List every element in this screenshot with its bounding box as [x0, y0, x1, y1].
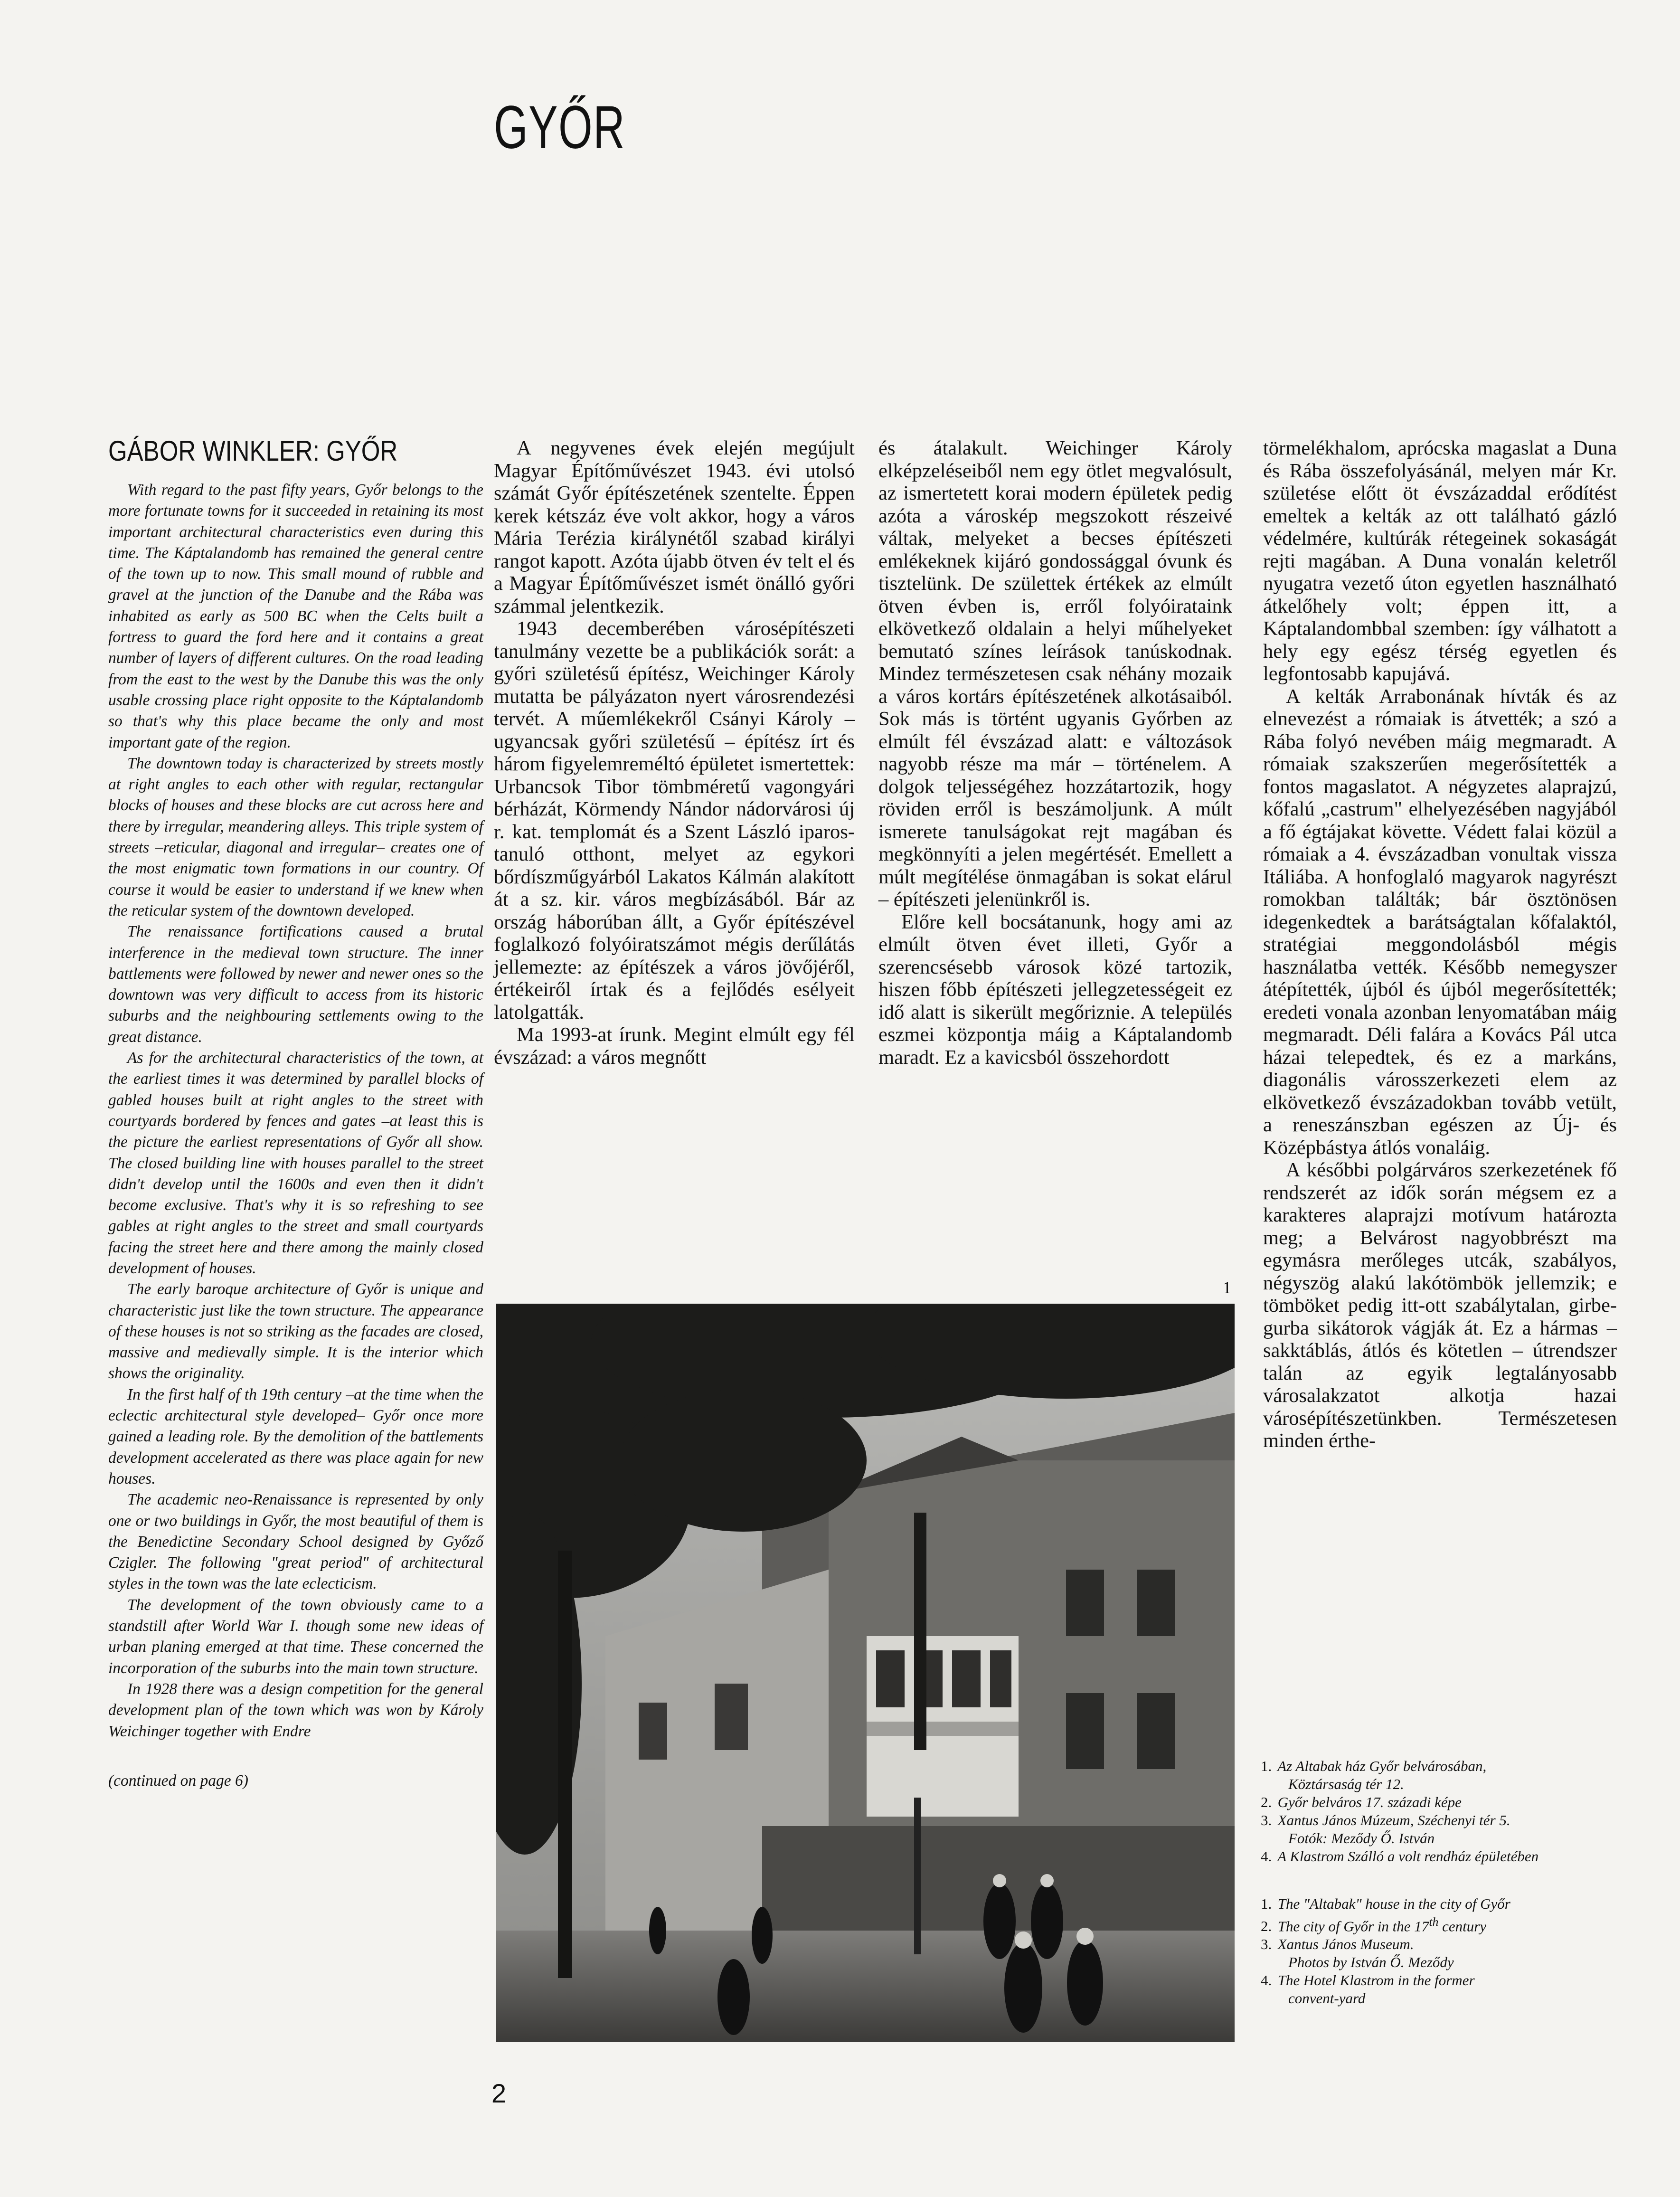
english-paragraph: The downtown today is characterized by streets mostly at right angles to each other with regular, rectangular blocks of houses and these blocks are cut across here and there by irregular, meandering alleys. This triple system of streets –reticular, diagonal and irregular– creates one of the most enigmatic town formations in our country. Of course it would be easier to understand if we knew when the reticular system of the downtown developed.	[108, 754, 483, 919]
continued-note: (continued on page 6)	[108, 1771, 248, 1790]
english-paragraph: The early baroque architecture of Győr is unique and characteristic just like the town structure. The appearance of these houses is not so striking as the facades are closed, massive and medievally simple. It is the interior which shows the originality.	[108, 1280, 483, 1383]
english-paragraph: As for the architectural characteristics of the town, at the earliest times it was determined by parallel blocks of gabled houses built at right angles to the street with courtyards bordered by fences and gates –at least this is the picture the earliest representations of Győr all show. The closed building line with houses parallel to the street didn't develop until the 1600s and even then it didn't become exclusive. That's why it is so refreshing to see gables at right angles to the street and small courtyards facing the street here and there among the mainly closed development of houses.	[108, 1049, 483, 1277]
page-title: GYŐR	[494, 94, 626, 161]
english-paragraph: The academic neo-Renaissance is represented by only one or two buildings in Győr, the most beautiful of them is the Benedictine Secondary School designed by Győző Czigler. The following "great period" of architectural styles in the town was the late eclecticism.	[108, 1491, 483, 1593]
caption-line: 2. The city of Győr in the 17th century	[1261, 1915, 1487, 1935]
hungarian-column-1	[494, 437, 855, 1069]
caption-subline: convent-yard	[1288, 1990, 1366, 2007]
captions-english	[1261, 1895, 1622, 2008]
hungarian-paragraph: 1943 decemberében városépítészeti tanulmány vezette be a publikációk sorát: a győri születésű építész, Weichinger Károly mutatta be pályázaton nyert városrendezési tervét. A műemlékekről Csányi Károly – ugyancsak győri születésű – építész írt és három figyelemreméltó épületet ismertettek: Urbancsok Tibor tömbméretű vagongyári bérházát, Körmendy Nándor nádorvárosi új r. kat. templomát és a Szent László iparos-tanuló otthont, melyet az egykori bőrdíszműgyárból Lakatos Kálmán alakított át a sz. kir. város megbízásából. Bár az ország háborúban állt, a Győr építészével foglalkozó folyóiratszámot mégis derűlátás jellemezte: az építészek a város jövőjéről, értékeiről írtak és a fejlődés esélyeit latolgatták.	[494, 617, 855, 1023]
caption-subline: Fotók: Meződy Ő. István	[1288, 1830, 1435, 1847]
hungarian-paragraph: A későbbi polgárváros szerkezetének fő rendszerét az idők során mégsem ez a karakteres alaprajzi motívum határozta meg; a Belvárost nagyobbrészt ma egymásra merőleges utcák, szabályos, négyszög alakú lakótömbök jellemzik; e tömböket pedig itt-ott szabálytalan, girbe-gurba sikátorok vágják át. Ez a hármas – sakktáblás, átlós és kötetlen – útrendszer talán az egyik legtalányosabb városalakzatot alkotja hazai városépítészetünkben. Természetesen minden érthe-	[1263, 1159, 1617, 1452]
caption-subline: Köztársaság tér 12.	[1288, 1776, 1404, 1792]
page-number: 2	[491, 2078, 507, 2108]
caption-line: 3. Xantus János Museum.	[1261, 1936, 1414, 1953]
hungarian-paragraph: A kelták Arrabonának hívták és az elnevezést a rómaiak is átvették; a szó a Rába folyó nevében máig megmaradt. A rómaiak szakszerűen megerősítették a fontos magaslatot. A négyzetes alaprajzú, kőfalú „castrum" elhelyezésében nagyjából a fő égtájakat követte. Védett falai közül a rómaiak a 4. évszázadban vonultak vissza Itáliába. A honfoglaló magyarok nagyrészt romokban találták; bár ösztönösen idegenkedtek a barátságtalan kőfalaktól, stratégiai meggondolásból mégis használatba vették. Később nemegyszer átépítették, újból és újból megerősítették; eredeti vonala azonban lenyomatában máig megmaradt. Déli falára a Kovács Pál utca házai telepedtek, és ez a markáns, diagonális városszerkezeti elem az elkövetkező évszázadokban tovább vetült, a reneszánszban egészen az Új- és Középbástya átlós vonaláig.	[1263, 685, 1617, 1159]
caption-line: 1. The "Altabak" house in the city of Győr	[1261, 1895, 1510, 1912]
hungarian-paragraph: Ma 1993-at írunk. Megint elmúlt egy fél évszázad: a város megnőtt	[494, 1023, 855, 1069]
hungarian-paragraph: törmelékhalom, aprócska magaslat a Duna és Rába összefolyásánál, melyen már Kr. születése előtt öt évszázaddal erődítést emeltek a kelták az ott található gázló védelmére, kultúrák rétegeinek sokaságát rejti magában. A Duna vonalán keletről nyugatra vezető úton egyetlen használható átkelőhely volt; éppen itt, a Káptalandombbal szemben: így válhatott a hely egy egész térség egyetlen és legfontosabb kapujává.	[1263, 437, 1617, 685]
captions-hungarian	[1261, 1757, 1622, 1866]
english-paragraph: With regard to the past fifty years, Győr belongs to the more fortunate towns for it succeeded in retaining its most important architectural characteristics even during this time. The Káptalandomb has remained the general centre of the town up to now. This small mound of rubble and gravel at the junction of the Danube and the Rába was inhabited as early as 500 BC when the Celts built a fortress to guard the ford here and it contains a great number of layers of different cultures. On the road leading from the east to the west by the Danube this was the only usable crossing place right opposite to the Káptalandomb so that's why this place became the only and most important gate of the region.	[108, 481, 483, 751]
caption-line: 3. Xantus János Múzeum, Széchenyi tér 5.	[1261, 1812, 1510, 1828]
hungarian-column-3	[1263, 437, 1617, 1452]
caption-line: 1. Az Altabak ház Győr belvárosában,	[1261, 1758, 1487, 1774]
english-heading: GÁBOR WINKLER: GYŐR	[108, 435, 398, 467]
hungarian-paragraph: A negyvenes évek elején megújult Magyar Építőművészet 1943. évi utolsó számát Győr építészetének szentelte. Éppen kerek kétszáz éve volt akkor, hogy a város Mária Terézia királynétől szabad királyi rangot kapott. Azóta újabb ötven év telt el és a Magyar Építőművészet ismét önálló győri számmal jelentkezik.	[494, 437, 855, 617]
show-through-ghost	[1377, 100, 1404, 209]
altabak-house-photo	[496, 1304, 1235, 2042]
photo-number: 1	[1223, 1278, 1231, 1297]
caption-subline: Photos by István Ő. Meződy	[1288, 1954, 1454, 1971]
hungarian-paragraph: Előre kell bocsátanunk, hogy ami az elmúlt ötven évet illeti, Győr a szerencsésebb városok közé tartozik, hiszen főbb építészeti jellegzetességeit ez idő alatt is sikerült megőriznie. A település eszmei központja máig a Káptalandomb maradt. Ez a kavicsból összehordott	[878, 910, 1232, 1069]
english-paragraph: The development of the town obviously came to a standstill after World War I. though some new ideas of urban planing emerged at that time. These concerned the incorporation of the suburbs into the main town structure.	[108, 1596, 483, 1677]
hungarian-paragraph: és átalakult. Weichinger Károly elképzeléseiből nem egy ötlet megvalósult, az ismertetett korai modern épületek pedig azóta a városkép megszokott részeivé váltak, melyeket a becses építészeti emlékeknek kijáró gondossággal óvunk és tisztelünk. De születtek értékek az elmúlt ötven évben is, erről folyóirataink elkövetkező oldalain a helyi műhelyeket bemutató színes leírások tanúskodnak. Mindez természetesen csak néhány mozaik a város kortárs építészetének alkotásaiból. Sok más is történt ugyanis Győrben az elmúlt fél évszázad alatt: e változások nagyobb része ma már – történelem. A dolgok teljességéhez hozzátartozik, hogy röviden erről is beszámoljunk. A múlt ismerete tanulságokat rejt magában és megkönnyíti a jelen megértését. Emellett a múlt megítélése önmagában is sokat elárul – építészeti jelenünkről is.	[878, 437, 1232, 910]
caption-line: 4. The Hotel Klastrom in the former	[1261, 1972, 1475, 1989]
caption-line: 4. A Klastrom Szálló a volt rendház épületében	[1261, 1848, 1539, 1865]
photo-captions	[1261, 1757, 1622, 2037]
hungarian-column-2	[878, 437, 1232, 1069]
english-paragraph: The renaissance fortifications caused a brutal interference in the medieval town structure. The inner battlements were followed by newer and newer ones so the downtown was very difficult to access from its historic suburbs and the neighbouring settlements owing to the great distance.	[108, 923, 483, 1046]
photo-illustration	[496, 1304, 1235, 2042]
english-summary-column	[108, 435, 483, 1791]
english-paragraph: In 1928 there was a design competition for the general development plan of the town which was won by Károly Weichinger together with Endre	[108, 1680, 483, 1740]
caption-line: 2. Győr belváros 17. századi képe	[1261, 1794, 1462, 1810]
english-paragraph: In the first half of th 19th century –at the time when the eclectic architectural style developed– Győr once more gained a leading role. By the demolition of the battlements development accelerated as there was place again for new houses.	[108, 1385, 483, 1487]
